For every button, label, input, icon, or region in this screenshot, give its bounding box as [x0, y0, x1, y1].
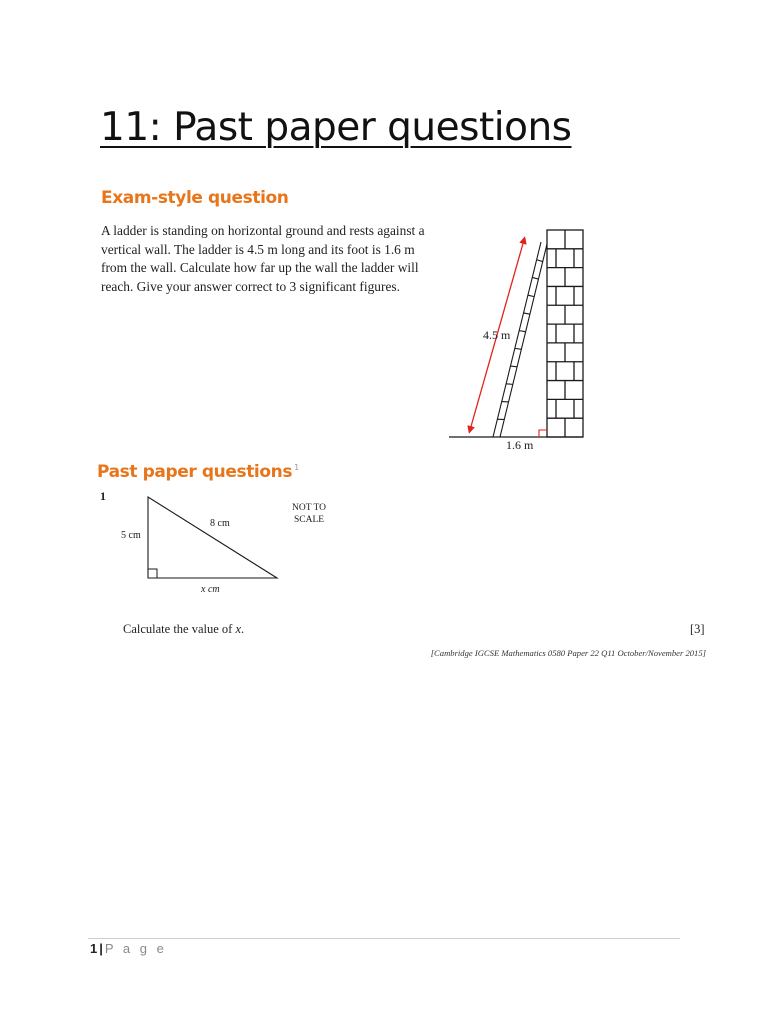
exam-question-text: A ladder is standing on horizontal ground and rests against a vertical wall. The ladder is 4.5 m long and its foot is 1.6 m from the wall. Calculate how far up the wall the ladder will reach. Give your answer correct to 3 significant figures. [101, 223, 425, 294]
footer-divider [88, 938, 680, 939]
instruction-variable: x [235, 622, 242, 636]
page-number: 1 [90, 941, 98, 956]
right-triangle [148, 497, 277, 578]
exam-question-heading: Exam-style question [101, 188, 289, 208]
instruction-prefix: Calculate the value of [123, 622, 236, 636]
question-source: [Cambridge IGCSE Mathematics 0580 Paper 22 Q11 October/November 2015] [430, 648, 706, 658]
past-paper-heading-text: Past paper questions [97, 462, 293, 482]
hypotenuse-label: 8 cm [210, 518, 230, 529]
question-instruction [123, 622, 244, 637]
heading-footnote-marker: 1 [294, 463, 299, 473]
ground-length-label: 1.6 m [506, 438, 534, 452]
instruction-suffix: . [241, 622, 245, 636]
ladder-length-label: 4.5 m [483, 328, 511, 342]
page-word: P a g e [104, 941, 167, 956]
scale-note-line1: NOT TO [292, 503, 327, 513]
question-marks: [3] [690, 622, 705, 636]
side-label: 5 cm [121, 530, 141, 541]
base-label: x cm [201, 584, 220, 595]
question-number: 1 [100, 489, 106, 503]
page-title: 11: Past paper questions [100, 105, 572, 150]
triangle-right-angle-mark [148, 569, 157, 578]
footer-separator: | [99, 941, 103, 956]
page-footer [90, 941, 167, 956]
scale-note-line2: SCALE [294, 515, 325, 525]
